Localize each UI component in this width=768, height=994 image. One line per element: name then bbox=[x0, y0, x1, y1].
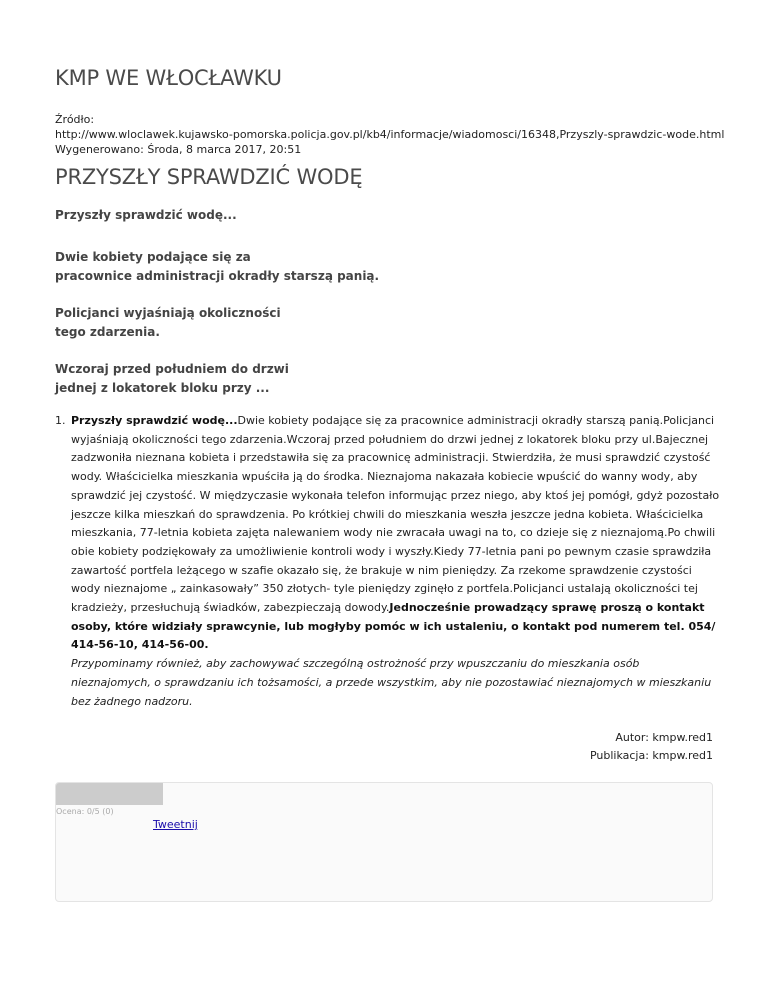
lead-line: Przyszły sprawdzić wodę... bbox=[55, 208, 237, 222]
lead-line: jednej z lokatorek bloku przy ... bbox=[55, 381, 270, 395]
rating-text: Ocena: 0/5 (0) bbox=[56, 807, 114, 816]
source-meta bbox=[55, 112, 724, 157]
generated-date: Wygenerowano: Środa, 8 marca 2017, 20:51 bbox=[55, 143, 302, 156]
article-footer-meta bbox=[590, 729, 713, 765]
lead-paragraph bbox=[55, 248, 379, 286]
lead-line: pracownice administracji okradły starszą panią. bbox=[55, 269, 380, 283]
lead-line: tego zdarzenia. bbox=[55, 325, 160, 339]
lead-paragraph bbox=[55, 360, 289, 398]
lead-paragraph bbox=[55, 304, 281, 342]
list-number: 1. bbox=[55, 414, 66, 427]
body-contact-appeal: Jednocześnie prowadzący sprawę proszą o kontakt osoby, które widziały sprawcynie, lub mogłyby pomóc w ich ustaleniu, o kontakt pod numerem tel. 054/ 414-56-10, 414-56-00. bbox=[71, 601, 716, 652]
lead-line: Wczoraj przed południem do drzwi bbox=[55, 362, 289, 376]
body-reminder: Przypominamy również, aby zachowywać szczególną ostrożność przy wpuszczaniu do mieszkania osób nieznajomych, o sprawdzaniu ich tożsamości, a przede wszystkim, aby nie pozostawiać nieznajomych w mieszkaniu bez żadnego nadzoru. bbox=[71, 657, 712, 708]
rating-box bbox=[55, 782, 713, 902]
author: Autor: kmpw.red1 bbox=[615, 731, 713, 744]
article-title: PRZYSZŁY SPRAWDZIĆ WODĘ bbox=[55, 165, 363, 189]
site-title: KMP WE WŁOCŁAWKU bbox=[55, 66, 282, 90]
article-body-item bbox=[55, 412, 720, 711]
publication: Publikacja: kmpw.red1 bbox=[589, 749, 713, 762]
lead-line: Dwie kobiety podające się za bbox=[55, 250, 251, 264]
body-bold-intro: Przyszły sprawdzić wodę... bbox=[71, 414, 238, 427]
source-url: http://www.wloclawek.kujawsko-pomorska.policja.gov.pl/kb4/informacje/wiadomosci/16348,Przyszly-sprawdzic-wode.html bbox=[55, 128, 725, 141]
source-label: Źródło: bbox=[55, 113, 95, 126]
lead-paragraph bbox=[55, 206, 237, 225]
body-text: Dwie kobiety podające się za pracownice administracji okradły starszą panią.Policjanci wyjaśniają okoliczności tego zdarzenia.Wczoraj przed południem do drzwi jednej z lokatorek bloku przy ul.Bajecznej zadzwoniła nieznana kobieta i przedstawiła się za pracownicę administracji. Stwierdziła, że musi sprawdzić czystość wody. Właścicielka mieszkania wpuściła ją do środka. Nieznajoma nakazała kobiecie wpuścić do wanny wody, aby sprawdzić jej czystość. W międzyczasie wykonała telefon informując przez niego, aby ktoś jej pomógł, gdyż pozostało jeszcze kilka mieszkań do sprawdzenia. Po krótkiej chwili do mieszkania weszła jeszcze jedna kobieta. Właścicielka mieszkania, 77-letnia kobieta zajęta nalewaniem wody nie zwracała uwagi na to, co dzieje się z nieznajomą.Po chwili obie kobiety podziękowały za umożliwienie kontroli wody i wyszły.Kiedy 77-letnia pani po pewnym czasie sprawdziła zawartość portfela leżącego w szafie okazało się, że brakuje w nim pieniędzy. Za rzekome sprawdzenie czystości wody nieznajome „ zainkasowały” 350 złotych- tyle pieniędzy zginęło z portfela.Policjanci ustalają okoliczności tej kradzieży, przesłuchują świadków, zabezpieczają dowody. bbox=[71, 414, 720, 615]
article-body-list bbox=[55, 412, 720, 711]
tweet-link[interactable]: Tweetnij bbox=[153, 818, 198, 831]
lead-line: Policjanci wyjaśniają okoliczności bbox=[55, 306, 281, 320]
rating-stars-bar[interactable] bbox=[56, 783, 163, 805]
